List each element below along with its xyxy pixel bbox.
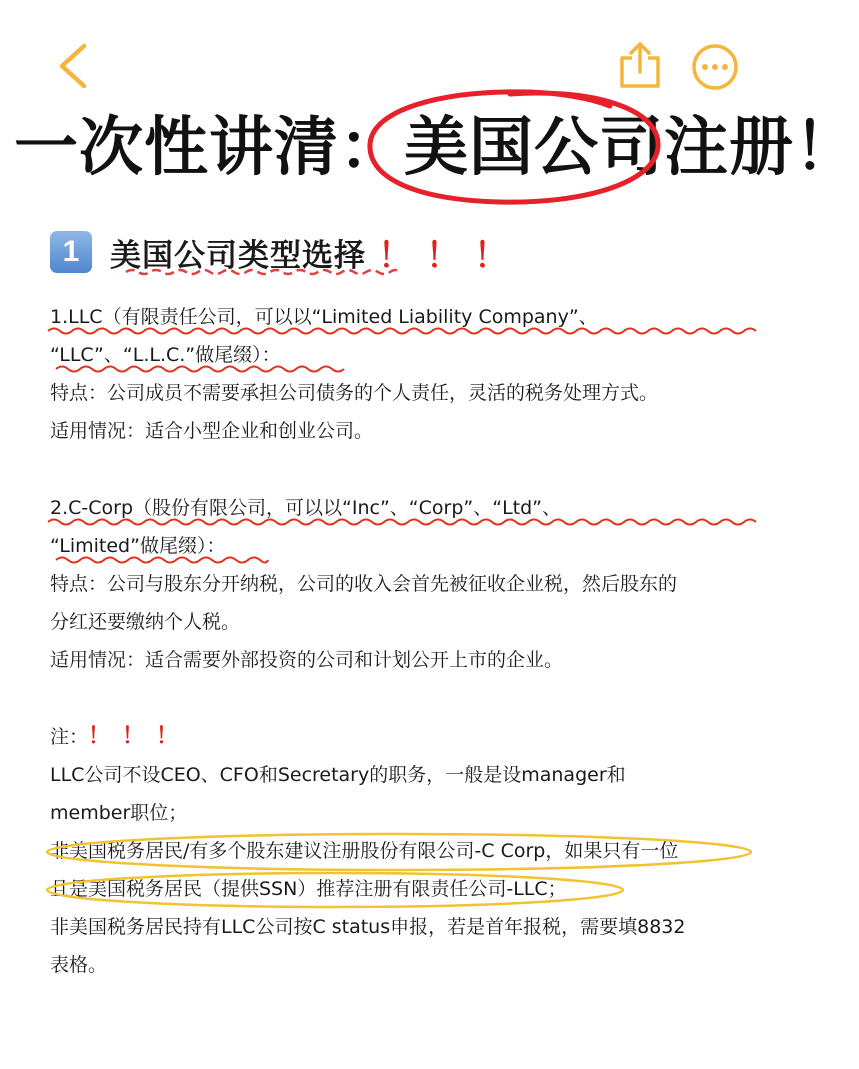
note-p1-line2: member职位； (50, 802, 188, 824)
heading-dashed-underline (126, 268, 398, 280)
ccorp-feature-line2: 分红还要缴纳个人税。 (50, 611, 241, 633)
llc-title-line2: “LLC”、“L.L.C.”做尾缀）： (50, 344, 281, 366)
note-label: 注： (50, 726, 89, 748)
note-p1-line1: LLC公司不设CEO、CFO和Secretary的职务，一般是设manager和 (50, 764, 626, 786)
page-title (14, 106, 859, 190)
number-one-badge: 1 (50, 231, 92, 273)
share-icon[interactable] (618, 40, 662, 90)
note-label-line (50, 718, 760, 756)
ccorp-title-line2: “Limited”做尾缀）： (50, 535, 226, 557)
title-prefix: 一次性讲清： (14, 111, 404, 185)
llc-feature: 特点：公司成员不需要承担公司债务的个人责任，灵活的税务处理方式。 (50, 382, 659, 404)
section-heading-text: 美国公司类型选择 (110, 237, 366, 274)
ccorp-title-line1: 2.C-Corp（股份有限公司，可以以“Inc”、“Corp”、“Ltd”、 (50, 497, 562, 519)
heading-exclamation-marks: ！！！ (378, 235, 522, 276)
note-p3-line2: 表格。 (50, 954, 108, 976)
note-p3-line1: 非美国税务居民持有LLC公司按C status申报，若是首年报税，需要填8832 (50, 916, 686, 938)
ccorp-feature-line1: 特点：公司与股东分开纳税，公司的收入会首先被征收企业税，然后股东的 (50, 573, 678, 595)
note-block (50, 718, 760, 984)
more-horizontal-icon[interactable] (690, 42, 740, 92)
chevron-left-icon[interactable] (52, 42, 96, 90)
llc-usage: 适用情况：适合小型企业和创业公司。 (50, 420, 374, 442)
note-p2-line2: 且是美国税务居民（提供SSN）推荐注册有限责任公司-LLC； (50, 878, 567, 900)
llc-block (50, 298, 760, 450)
note-exclamation-marks: ！！！ (88, 724, 191, 749)
ccorp-block (50, 489, 760, 679)
title-highlight: 美国公司注册！ (404, 111, 859, 185)
llc-title-line1: 1.LLC（有限责任公司，可以以“Limited Liability Company”、 (50, 306, 598, 328)
ccorp-usage: 适用情况：适合需要外部投资的公司和计划公开上市的企业。 (50, 649, 564, 671)
note-p2-line1: 非美国税务居民/有多个股东建议注册股份有限公司-C Corp，如果只有一位 (50, 840, 679, 862)
top-nav-bar (0, 0, 800, 120)
